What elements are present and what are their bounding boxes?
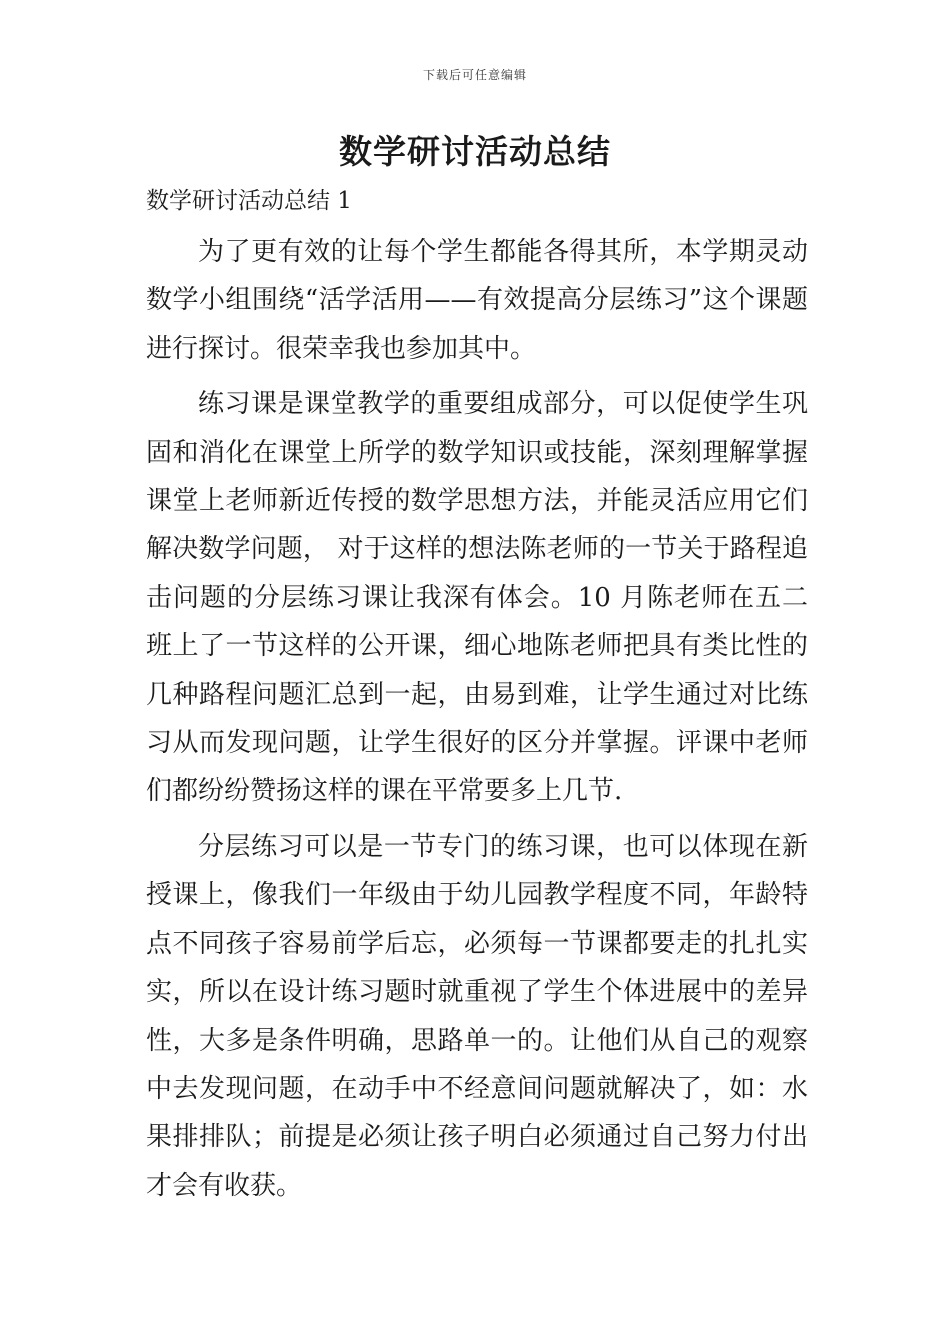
document-title: 数学研讨活动总结 <box>339 132 611 171</box>
section-heading: 数学研讨活动总结 1 <box>146 188 352 214</box>
download-note: 下载后可任意编辑 <box>422 68 527 82</box>
paragraph-1: 为了更有效的让每个学生都能各得其所，本学期灵动数学小组围绕“活学活用——有效提高分层练习”这个课题进行探讨。很荣幸我也参加其中。 <box>146 237 808 364</box>
paragraph-2: 练习课是课堂教学的重要组成部分，可以促使学生巩固和消化在课堂上所学的数学知识或技能，深刻理解掌握课堂上老师新近传授的数学思想方法，并能灵活应用它们解决数学问题， 对于这样的想法陈老师的一节关于路程追击问题的分层练习课让我深有体会。10 月陈老师在五二班上了一节这样的公开课，细心地陈老师把具有类比性的几种路程问题汇总到一起，由易到难，让学生通过对比练习从而发现问题，让学生很好的区分并掌握。评课中老师们都纷纷赞扬这样的课在平常要多上几节. <box>146 389 808 807</box>
document-body <box>146 228 808 1217</box>
paragraph-3: 分层练习可以是一节专门的练习课，也可以体现在新授课上，像我们一年级由于幼儿园教学程度不同，年龄特点不同孩子容易前学后忘，必须每一节课都要走的扎扎实实，所以在设计练习题时就重视了学生个体进展中的差异性，大多是条件明确，思路单一的。让他们从自己的观察中去发现问题，在动手中不经意间问题就解决了，如：水果排排队；前提是必须让孩子明白必须通过自己努力付出才会有收获。 <box>146 831 808 1201</box>
